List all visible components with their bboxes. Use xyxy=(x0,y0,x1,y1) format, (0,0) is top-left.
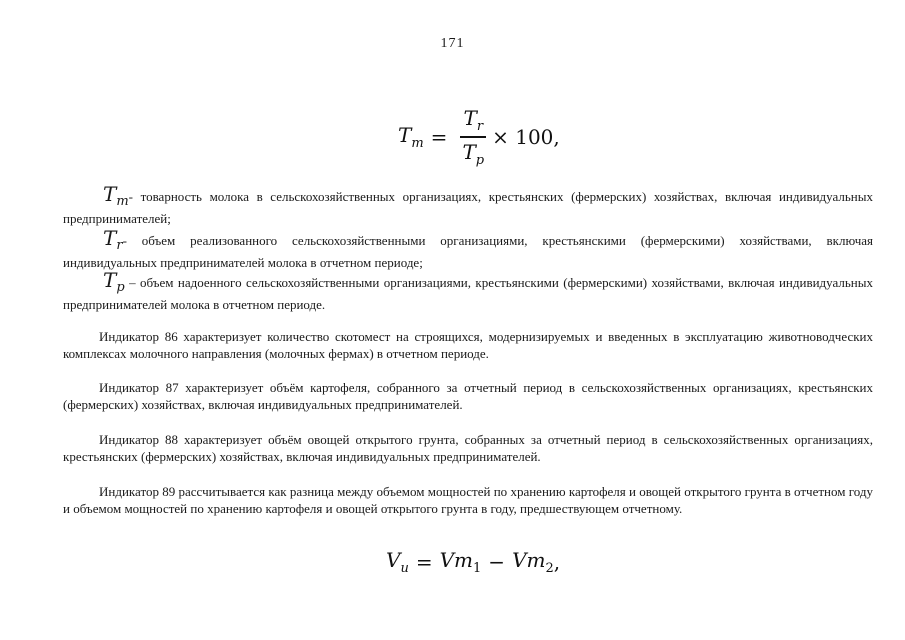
definition-text: - объем реализованного сельскохозяйственными организациями, крестьянскими (фермерскими) хозяйствами, включая индивидуальных предпринимателей молока в отчетном периоде; xyxy=(63,233,873,270)
formula-vu-term-2: $Vm_2$ xyxy=(512,548,554,576)
definition-tm xyxy=(63,182,873,227)
fraction-numerator: $T_r$ xyxy=(463,106,484,134)
minus-sign: − xyxy=(488,550,506,574)
fraction-denominator: $T_p$ xyxy=(462,139,485,168)
formula-tm xyxy=(398,106,560,168)
formula-vu xyxy=(386,548,560,576)
paragraph-indicator-89 xyxy=(63,483,873,517)
formula-vu-term-1: $Vm_1$ xyxy=(439,548,482,576)
fraction xyxy=(460,106,486,168)
paragraph-indicator-87 xyxy=(63,379,873,413)
definition-tp xyxy=(63,268,873,313)
definition-symbol: $T_m$ xyxy=(103,182,129,209)
definition-symbol: $T_r$ xyxy=(103,226,123,253)
definition-symbol: $T_p$ xyxy=(103,268,125,295)
paragraph-text: Индикатор 89 рассчитывается как разница между объемом мощностей по хранению картофеля и овощей открытого грунта в отчетном году и объемом мощностей по хранению картофеля и овощей открытого грунта в году, предшествующем отчетному. xyxy=(63,484,873,516)
formula-vu-tail: , xyxy=(553,550,561,574)
paragraph-text: Индикатор 86 характеризует количество скотомест на строящихся, модернизируемых и введенных в эксплуатацию животноводческих комплексах молочного направления (молочных фермах) в отчетном периоде. xyxy=(63,329,873,361)
definition-text: - товарность молока в сельскохозяйственных организациях, крестьянских (фермерских) хозяйствах, включая индивидуальных предпринимателей; xyxy=(63,189,873,226)
paragraph-indicator-86 xyxy=(63,328,873,362)
definition-text: – объем надоенного сельскохозяйственными организациями, крестьянскими (фермерскими) хозяйствами, включая индивидуальных предпринимателей молока в отчетном периоде. xyxy=(63,275,873,312)
equals-sign: = xyxy=(415,550,433,574)
equals-sign: = xyxy=(430,124,448,149)
paragraph-text: Индикатор 88 характеризует объём овощей открытого грунта, собранных за отчетный период в сельскохозяйственных организациях, крестьянских (фермерских) хозяйствах, включая индивидуальных предпринимателей. xyxy=(63,432,873,464)
formula-tm-lhs: $T_m$ xyxy=(398,122,424,151)
paragraph-text: Индикатор 87 характеризует объём картофеля, собранного за отчетный период в сельскохозяйственных организациях, крестьянских (фермерских) хозяйствах, включая индивидуальных предпринимателей. xyxy=(63,380,873,412)
paragraph-indicator-88 xyxy=(63,431,873,465)
formula-tm-tail: × 100, xyxy=(492,124,560,149)
definition-tr xyxy=(63,226,873,271)
page-number: 171 xyxy=(440,36,465,51)
formula-vu-lhs: $V_u$ xyxy=(386,548,409,576)
